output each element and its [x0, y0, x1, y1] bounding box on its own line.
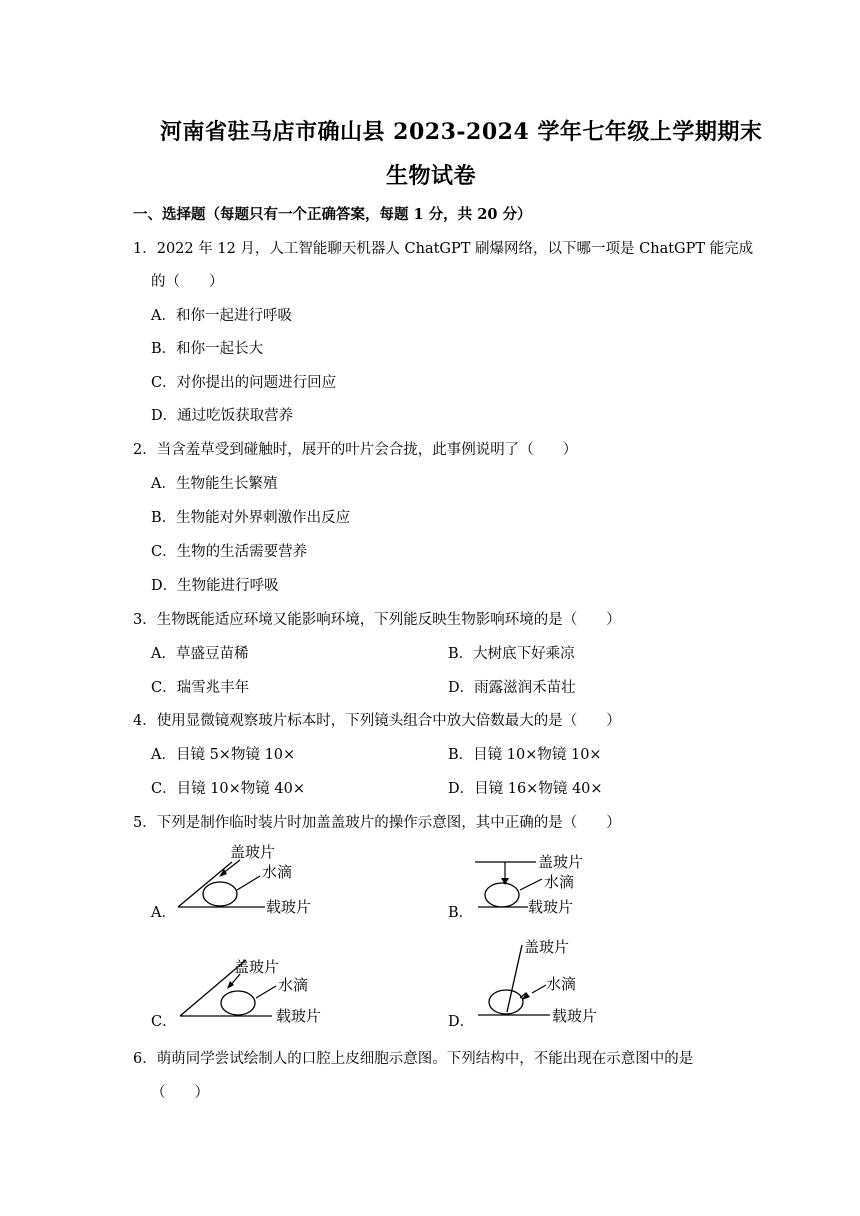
figure-d-label-slide: 载玻片: [552, 1007, 598, 1025]
question-4-option-c: C．目镜 10×物镜 40×: [151, 781, 306, 797]
question-5-stem: 5．下列是制作临时装片时加盖盖玻片的操作示意图，其中正确的是（ ）: [133, 815, 621, 831]
question-3-option-b: B．大树底下好乘凉: [448, 646, 575, 662]
question-2-stem: 2．当含羞草受到碰触时，展开的叶片会合拢，此事例说明了（ ）: [133, 442, 578, 458]
question-5-option-a: A．: [151, 905, 176, 921]
question-2-option-b: B．生物能对外界刺激作出反应: [151, 510, 351, 526]
figure-d-label-cover: 盖玻片: [524, 938, 570, 956]
figure-a: [170, 840, 340, 920]
section-heading: 一、选择题（每题只有一个正确答案，每题 1 分，共 20 分）: [133, 206, 532, 223]
figure-d: [470, 935, 610, 1025]
page-title-line2: 生物试卷: [386, 163, 477, 189]
question-1-option-b: B．和你一起长大: [151, 341, 264, 357]
question-1-option-d: D．通过吃饭获取营养: [151, 408, 294, 424]
question-1-stem-cont: 的（ ）: [151, 274, 224, 290]
figure-c-label-slide: 载玻片: [276, 1007, 322, 1025]
question-2-option-a: A．生物能生长繁殖: [151, 476, 278, 492]
question-2-option-c: C．生物的生活需要营养: [151, 544, 308, 560]
question-6-stem: 6．萌萌同学尝试绘制人的口腔上皮细胞示意图。下列结构中，不能出现在示意图中的是: [133, 1051, 694, 1067]
figure-b-label-water: 水滴: [544, 873, 575, 891]
question-1-stem: 1．2022 年 12 月，人工智能聊天机器人 ChatGPT 刷爆网络，以下哪一项是 ChatGPT 能完成: [133, 241, 754, 257]
figure-c: [172, 950, 342, 1030]
figure-c-label-cover: 盖玻片: [234, 958, 280, 976]
question-5-option-d: D．: [448, 1014, 475, 1030]
question-6-stem-cont: （ ）: [151, 1085, 209, 1101]
figure-a-label-cover: 盖玻片: [230, 843, 276, 861]
question-4-option-b: B．目镜 10×物镜 10×: [448, 747, 602, 763]
figure-b-label-cover: 盖玻片: [538, 853, 584, 871]
question-3-option-d: D．雨露滋润禾苗壮: [448, 680, 576, 696]
figure-c-label-water: 水滴: [278, 976, 309, 994]
figure-b: [470, 848, 620, 923]
page-title-line1: 河南省驻马店市确山县 2023-2024 学年七年级上学期期末: [160, 119, 763, 145]
question-4-option-a: A．目镜 5×物镜 10×: [151, 747, 296, 763]
question-4-stem: 4．使用显微镜观察玻片标本时，下列镜头组合中放大倍数最大的是（ ）: [133, 713, 621, 729]
question-1-option-a: A．和你一起进行呼吸: [151, 308, 292, 324]
question-1-option-c: C．对你提出的问题进行回应: [151, 375, 337, 391]
question-3-option-c: C．瑞雪兆丰年: [151, 680, 250, 696]
figure-d-label-water: 水滴: [546, 975, 577, 993]
question-4-option-d: D．目镜 16×物镜 40×: [448, 781, 603, 797]
question-5-option-b: B．: [448, 905, 474, 921]
question-3-stem: 3．生物既能适应环境又能影响环境，下列能反映生物影响环境的是（ ）: [133, 612, 621, 628]
figure-b-label-slide: 载玻片: [528, 898, 574, 916]
question-3-option-a: A．草盛豆苗稀: [151, 646, 249, 662]
question-5-option-c: C．: [151, 1014, 177, 1030]
question-2-option-d: D．生物能进行呼吸: [151, 578, 279, 594]
figure-a-label-slide: 载玻片: [266, 898, 312, 916]
figure-a-label-water: 水滴: [262, 863, 293, 881]
